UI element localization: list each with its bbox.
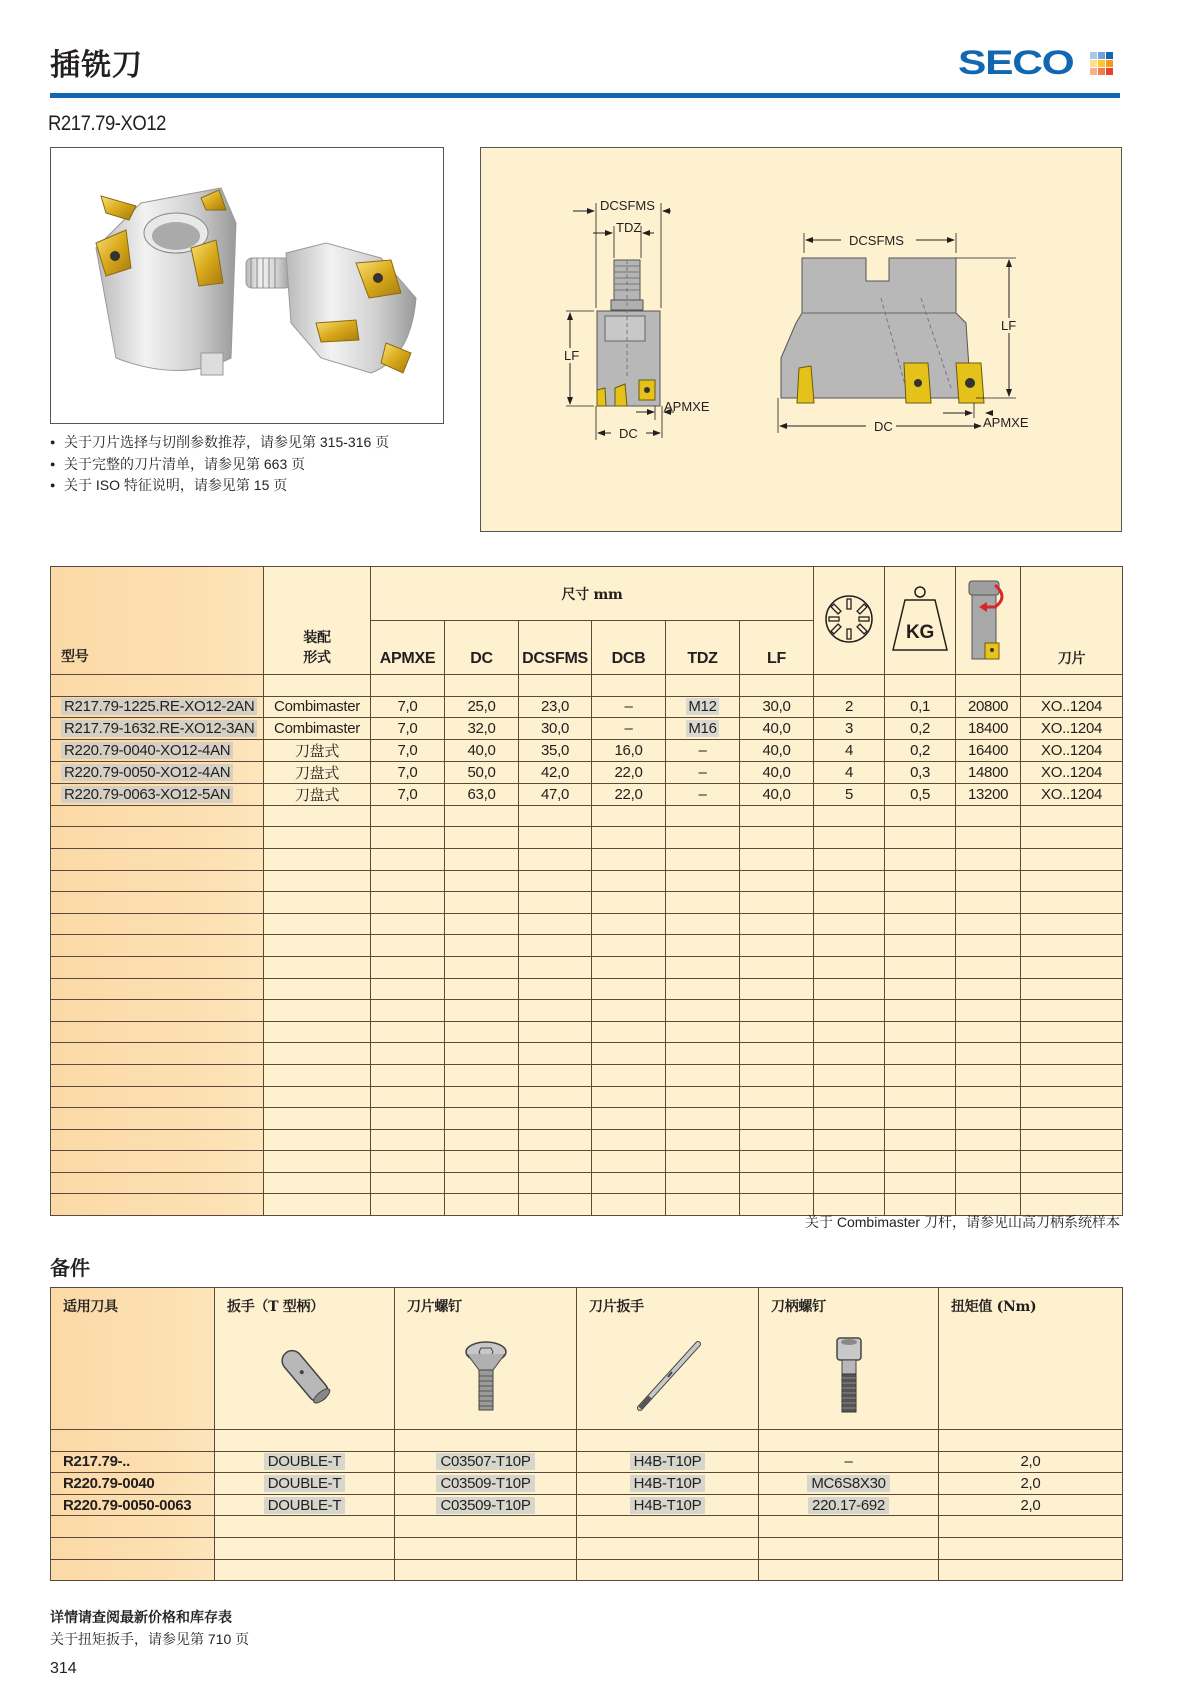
- model-code: R220.79-0040-XO12-4AN: [61, 742, 233, 759]
- wrench-cell: [215, 1473, 395, 1495]
- dcb-cell: –: [592, 696, 666, 718]
- dcsfms-cell: 42,0: [519, 761, 592, 783]
- tdz-cell: –: [666, 783, 740, 805]
- model-cell: [51, 739, 264, 761]
- column-header-dc: DC: [445, 621, 519, 675]
- tool-cell: R220.79-0050-0063: [51, 1494, 215, 1516]
- model-cell: [51, 761, 264, 783]
- column-header-assembly: [264, 567, 371, 675]
- insert-key-code: H4B-T10P: [630, 1475, 706, 1492]
- weight-cell: 0,5: [885, 783, 956, 805]
- header-label: 刀片螺钉: [407, 1299, 462, 1315]
- column-header-torque: [939, 1288, 1123, 1430]
- column-header-applicable-tool: [51, 1288, 215, 1430]
- reference-item: ● 关于完整的刀片清单，请参见第 663 页: [50, 454, 389, 476]
- model-code: R217.79-1225.RE-XO12-2AN: [61, 698, 257, 715]
- combimaster-cutter-drawing: [564, 198, 710, 441]
- insert-key-cell: [577, 1473, 759, 1495]
- tdz-cell: [666, 696, 740, 718]
- dcb-cell: –: [592, 718, 666, 740]
- accessory-row: [51, 1451, 1123, 1473]
- empty-row: [51, 1064, 1123, 1086]
- teeth-cell: 4: [814, 761, 885, 783]
- dc-cell: 40,0: [445, 739, 519, 761]
- apmxe-cell: 7,0: [371, 718, 445, 740]
- insert-key-code: H4B-T10P: [630, 1497, 706, 1514]
- empty-row: [51, 1516, 1123, 1538]
- lf-cell: 40,0: [740, 783, 814, 805]
- assembly-cell: 刀盘式: [264, 761, 371, 783]
- column-header-insert-screw: [395, 1288, 577, 1430]
- empty-row: [51, 848, 1123, 870]
- diagram-label-apmxe: APMXE: [664, 399, 710, 414]
- teeth-cell: 2: [814, 696, 885, 718]
- torque-cell: 2,0: [939, 1451, 1123, 1473]
- accessories-title: 备件: [50, 1256, 90, 1280]
- header-label: 扭矩值 (Nm): [951, 1299, 1037, 1315]
- holder-screw-icon: [829, 1336, 869, 1416]
- torque-wrench-note: 关于扭矩扳手，请参见第 710 页: [50, 1631, 250, 1647]
- milling-cutters-image: [51, 148, 442, 422]
- assembly-cell: Combimaster: [264, 696, 371, 718]
- header-rule: [50, 93, 1120, 98]
- assembly-header-line2: 形式: [303, 650, 331, 666]
- dc-cell: 50,0: [445, 761, 519, 783]
- insert-screw-cell: [395, 1473, 577, 1495]
- insert-screw-code: C03509-T10P: [436, 1497, 534, 1514]
- dcb-cell: 16,0: [592, 739, 666, 761]
- lf-cell: 40,0: [740, 739, 814, 761]
- empty-row: [51, 1537, 1123, 1559]
- column-header-apmxe: APMXE: [371, 621, 445, 675]
- model-cell: [51, 783, 264, 805]
- diagram-label-dcsfms-right: DCSFMS: [849, 233, 904, 248]
- accessories-table: [50, 1287, 1123, 1581]
- tdz-value: M12: [688, 698, 717, 716]
- weight-cell: 0,1: [885, 696, 956, 718]
- empty-row: [51, 827, 1123, 849]
- apmxe-cell: 7,0: [371, 696, 445, 718]
- column-header-insert-key: [577, 1288, 759, 1430]
- diagram-label-dcsfms: DCSFMS: [600, 198, 655, 213]
- insert-key-cell: [577, 1451, 759, 1473]
- spacer-row: [51, 675, 1123, 697]
- holder-screw-cell: –: [759, 1451, 939, 1473]
- assembly-header-line1: 装配: [303, 630, 331, 646]
- column-header-teeth: [814, 567, 885, 675]
- tdz-value: M16: [688, 719, 717, 737]
- apmxe-cell: 7,0: [371, 783, 445, 805]
- page-number: 314: [50, 1660, 77, 1677]
- column-header-lf: LF: [740, 621, 814, 675]
- reference-item: ● 关于刀片选择与切削参数推荐，请参见第 315-316 页: [50, 432, 389, 454]
- column-header-model: 型号: [51, 567, 264, 675]
- teeth-cell: 5: [814, 783, 885, 805]
- empty-row: [51, 1043, 1123, 1065]
- insert-cell: XO..1204: [1021, 718, 1123, 740]
- column-header-holder-screw: [759, 1288, 939, 1430]
- column-header-wrench: [215, 1288, 395, 1430]
- rpm-cell: 18400: [956, 718, 1021, 740]
- tool-cell: R220.79-0040: [51, 1473, 215, 1495]
- tool-cell: R217.79-..: [51, 1451, 215, 1473]
- brand-name: SECO: [958, 44, 1074, 82]
- combimaster-note: 关于 Combimaster 刀杆，请参见山高刀柄系统样本: [804, 1214, 1120, 1230]
- dimension-diagram: [480, 147, 1122, 532]
- insert-key-icon: [628, 1336, 708, 1416]
- empty-row: [51, 978, 1123, 1000]
- weight-cell: 0,2: [885, 718, 956, 740]
- insert-screw-cell: [395, 1494, 577, 1516]
- empty-row: [51, 1559, 1123, 1581]
- rpm-cell: 16400: [956, 739, 1021, 761]
- diagram-label-dc: DC: [619, 426, 638, 441]
- weight-cell: 0,3: [885, 761, 956, 783]
- rpm-cell: 13200: [956, 783, 1021, 805]
- column-header-tdz: TDZ: [666, 621, 740, 675]
- dcb-cell: 22,0: [592, 783, 666, 805]
- rpm-cell: 20800: [956, 696, 1021, 718]
- holder-screw-code: 220.17-692: [808, 1497, 889, 1514]
- tdz-cell: –: [666, 739, 740, 761]
- insert-cell: XO..1204: [1021, 739, 1123, 761]
- column-header-dcb: DCB: [592, 621, 666, 675]
- insert-screw-icon: [461, 1336, 511, 1416]
- empty-row: [51, 1086, 1123, 1108]
- product-photo: [50, 147, 444, 424]
- teeth-cell: 4: [814, 739, 885, 761]
- holder-screw-cell: [759, 1473, 939, 1495]
- model-cell: [51, 696, 264, 718]
- empty-row: [51, 870, 1123, 892]
- seco-logo: [958, 44, 1113, 83]
- wrench-code: DOUBLE-T: [264, 1475, 345, 1492]
- max-rpm-icon: [965, 577, 1011, 661]
- column-group-dimensions: 尺寸 mm: [371, 567, 814, 621]
- column-header-dcsfms: DCSFMS: [519, 621, 592, 675]
- diagram-label-apmxe-right: APMXE: [983, 415, 1029, 430]
- accessory-row: [51, 1494, 1123, 1516]
- torque-cell: 2,0: [939, 1473, 1123, 1495]
- table-row: [51, 718, 1123, 740]
- dc-cell: 32,0: [445, 718, 519, 740]
- dcsfms-cell: 35,0: [519, 739, 592, 761]
- header-label: 刀柄螺钉: [771, 1299, 826, 1315]
- accessory-row: [51, 1473, 1123, 1495]
- column-header-insert: 刀片: [1021, 567, 1123, 675]
- table-row: [51, 783, 1123, 805]
- model-code: R220.79-0063-XO12-5AN: [61, 786, 233, 803]
- diagram-label-tdz: TDZ: [616, 220, 642, 235]
- apmxe-cell: 7,0: [371, 761, 445, 783]
- lf-cell: 40,0: [740, 761, 814, 783]
- insert-key-code: H4B-T10P: [630, 1453, 706, 1470]
- insert-screw-code: C03507-T10P: [436, 1453, 534, 1470]
- empty-row: [51, 913, 1123, 935]
- model-code: R217.79-1632.RE-XO12-3AN: [61, 720, 257, 737]
- insert-cell: XO..1204: [1021, 761, 1123, 783]
- holder-screw-code: MC6S8X30: [807, 1475, 889, 1492]
- holder-screw-cell: [759, 1494, 939, 1516]
- price-stock-note: 详情请查阅最新价格和库存表: [50, 1610, 232, 1626]
- table-row: [51, 739, 1123, 761]
- dcb-cell: 22,0: [592, 761, 666, 783]
- table-row: [51, 761, 1123, 783]
- empty-row: [51, 892, 1123, 914]
- empty-row: [51, 1021, 1123, 1043]
- weight-kg-icon: [891, 582, 949, 656]
- insert-screw-cell: [395, 1451, 577, 1473]
- t-handle-wrench-icon: [265, 1336, 345, 1416]
- insert-cell: XO..1204: [1021, 696, 1123, 718]
- dc-cell: 63,0: [445, 783, 519, 805]
- insert-key-cell: [577, 1494, 759, 1516]
- empty-row: [51, 1172, 1123, 1194]
- dcsfms-cell: 23,0: [519, 696, 592, 718]
- table-row: [51, 696, 1123, 718]
- diagram-label-lf-right: LF: [1001, 318, 1017, 333]
- cutter-teeth-icon: [822, 592, 876, 646]
- empty-row: [51, 805, 1123, 827]
- tdz-cell: [666, 718, 740, 740]
- product-series: R217.79-XO12: [48, 112, 167, 135]
- teeth-cell: 3: [814, 718, 885, 740]
- model-code: R220.79-0050-XO12-4AN: [61, 764, 233, 781]
- header-label: 适用刀具: [63, 1299, 118, 1315]
- rpm-cell: 14800: [956, 761, 1021, 783]
- column-header-weight: [885, 567, 956, 675]
- model-cell: [51, 718, 264, 740]
- dcsfms-cell: 47,0: [519, 783, 592, 805]
- empty-row: [51, 935, 1123, 957]
- diagram-label-lf: LF: [564, 348, 580, 363]
- empty-row: [51, 1000, 1123, 1022]
- assembly-cell: 刀盘式: [264, 739, 371, 761]
- lf-cell: 30,0: [740, 696, 814, 718]
- wrench-code: DOUBLE-T: [264, 1453, 345, 1470]
- header-label: 扳手（T 型柄）: [227, 1299, 324, 1315]
- assembly-cell: 刀盘式: [264, 783, 371, 805]
- insert-screw-code: C03509-T10P: [436, 1475, 534, 1492]
- apmxe-cell: 7,0: [371, 739, 445, 761]
- column-header-max-rpm: [956, 567, 1021, 675]
- torque-cell: 2,0: [939, 1494, 1123, 1516]
- tdz-cell: –: [666, 761, 740, 783]
- empty-row: [51, 1151, 1123, 1173]
- cutter-spec-table: [50, 566, 1123, 1216]
- dcsfms-cell: 30,0: [519, 718, 592, 740]
- empty-row: [51, 1129, 1123, 1151]
- empty-row: [51, 1108, 1123, 1130]
- reference-item: ● 关于 ISO 特征说明，请参见第 15 页: [50, 475, 389, 497]
- header-label: 刀片扳手: [589, 1299, 644, 1315]
- spacer-row: [51, 1430, 1123, 1452]
- lf-cell: 40,0: [740, 718, 814, 740]
- wrench-cell: [215, 1451, 395, 1473]
- svg-text:KG: KG: [906, 621, 934, 643]
- wrench-cell: [215, 1494, 395, 1516]
- dc-cell: 25,0: [445, 696, 519, 718]
- insert-cell: XO..1204: [1021, 783, 1123, 805]
- weight-cell: 0,2: [885, 739, 956, 761]
- reference-list: [50, 432, 389, 497]
- footer-notes: [50, 1608, 249, 1650]
- arbor-cutter-drawing: [778, 233, 1029, 434]
- assembly-cell: Combimaster: [264, 718, 371, 740]
- diagram-label-dc-right: DC: [874, 419, 893, 434]
- empty-row: [51, 956, 1123, 978]
- wrench-code: DOUBLE-T: [264, 1497, 345, 1514]
- page-title: 插铣刀: [50, 48, 143, 83]
